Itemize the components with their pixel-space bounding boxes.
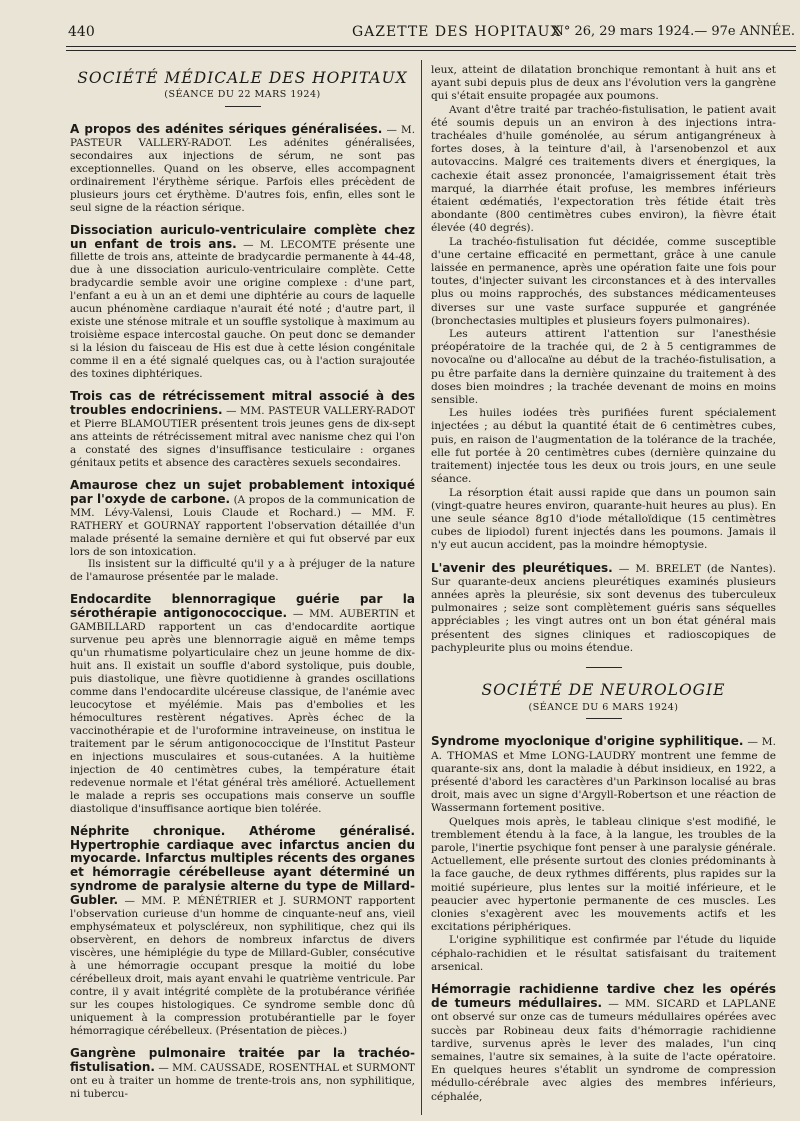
- continued-paragraph: La trachéo-fistulisation fut décidée, comme susceptible d'une certaine efficacité en permettant, grâce à une canule laissée en permanence, après une opération faite une fois pour toutes, d'injecter suivant les circonstances et à des intervalles plus ou moins rapprochés, des substances médicamenteuses diverses sur une vaste surface suppurée et gangrénée (bronchectasies multiples et plusieurs foyers pulmonaires).: [431, 235, 776, 327]
- continued-paragraph: Les huiles iodées très purifiées furent spécialement injectées ; au début la quantité était de 6 centimètres cubes, puis, en raison de l'augmentation de la tolérance de la trachée, elle fut portée à 20 centimètres cubes (dernière quinzaine du traitement) injectée tous les deux ou trois jours, en une seule séance.: [431, 407, 776, 486]
- article-text: Ils insistent sur la difficulté qu'il y a à préjuger de la nature de l'amaurose présentée par le malade.: [70, 558, 415, 584]
- page-header: [60, 22, 795, 42]
- article-text: — MM. PASTEUR VALLERY-RADOT et Pierre BLAMOUTIER présentent trois jeunes gens de dix-sept ans atteints de rétrécissement mitral avec nanisme chez qui l'on a constaté des signes d'insuffisance testiculaire : organes génitaux petits et absence des caractères sexuels secondaires.: [70, 404, 415, 469]
- header-rule: [66, 46, 796, 47]
- article-paragraph: [431, 562, 776, 655]
- article-paragraph: [431, 735, 776, 815]
- article: [70, 224, 415, 381]
- right-articles: [431, 735, 776, 1103]
- article-text: — MM. P. MÉNÉTRIER et J. SURMONT rapportent l'observation curieuse d'un homme de cinquante-neuf ans, vieil emphysémateux et polyscléreux, non syphilitique, chez qui ils observèrent, en dehors de nombreux infarctus de divers viscères, une hémiplégie du type de Millard-Gubler, consécutive à une hémorragie occupant presque la moitié du lobe cérébelleux droit, mais ayant envahi le quatrième ventricule. Par contre, il y avait intégrité complète de la protubérance vérifiée sur les coupes histologiques. Ce syndrome semble donc dû uniquement à la compression protubérantielle par le foyer hémorragique cérébelleux. (Présentation de pièces.): [70, 895, 415, 1037]
- article-heading: Hémorragie rachidienne tardive chez les opérés de tumeurs médullaires.: [431, 982, 776, 1011]
- article-text: — M. A. THOMAS et Mme LONG-LAUDRY montrent une femme de quarante-six ans, dont la maladie à début insidieux, en 1922, a présenté d'abord les caractères d'un Parkinson localisé au bras droit, mais avec un signe d'Argyll-Robertson et une réaction de Wassermann fortement positive.: [431, 736, 776, 815]
- left-column: [70, 64, 415, 1110]
- continued-article: [431, 64, 776, 553]
- article-text: — M. PASTEUR VALLERY-RADOT. Les adénites généralisées, secondaires aux injections de sérum, ne sont pas exceptionnelles. Quand on les observe, elles accompagnent ordinairement l'érythème sérique. Parfois elles précèdent de plusieurs jours cet érythème. D'autres fois, enfin, elles sont le seul signe de la réaction sérique.: [70, 123, 415, 214]
- article-paragraph: [431, 816, 776, 935]
- article-paragraph: [70, 123, 415, 215]
- section-title: SOCIÉTÉ MÉDICALE DES HOPITAUX: [77, 69, 408, 87]
- article-paragraph: [70, 479, 415, 559]
- article: [70, 1047, 415, 1101]
- article-paragraph: [70, 224, 415, 381]
- article-paragraph: [70, 825, 415, 1038]
- article: [431, 983, 776, 1104]
- article: [70, 123, 415, 215]
- section2-title: SOCIÉTÉ DE NEUROLOGIE: [481, 680, 726, 699]
- article-heading: Endocardite blennorragique guérie par la sérothérapie antigonococcique.: [70, 592, 415, 621]
- article-heading: Dissociation auriculo-ventriculaire complète chez un enfant de trois ans.: [70, 222, 415, 251]
- continued-paragraph: leux, atteint de dilatation bronchique remontant à huit ans et ayant subi depuis plus de deux ans l'évolution vers la gangrène qui s'était ensuite propagée aux poumons.: [431, 64, 776, 103]
- article: [431, 735, 776, 974]
- article: [70, 825, 415, 1038]
- left-articles: [70, 123, 415, 1101]
- article-text: — MM. CAUSSADE, ROSENTHAL et SURMONT ont eu à traiter un homme de trente-trois ans, non syphilitique, ni tubercu-: [70, 1061, 415, 1100]
- section2-rule: [586, 718, 622, 719]
- article-heading: A propos des adénites sériques généralisées.: [70, 121, 383, 136]
- page-number: 440: [68, 24, 95, 40]
- article-text: (A propos de la communication de MM. Lévy-Valensi, Louis Claude et Rochard.) — MM. F. RATHERY et GOURNAY rapportent l'observation détaillée d'un malade présenté la semaine dernière et qui fut observé par eux lors de son intoxication.: [70, 493, 415, 558]
- article-paragraph: [70, 558, 415, 584]
- article-text: — M. LECOMTE présente une fillette de trois ans, atteinte de bradycardie permanente à 44-48, due à une dissociation auriculo-ventriculaire complète. Cette bradycardie semble avoir une origine complexe : d'une part, l'enfant a eu à un an et demi une diphtérie au cours de laquelle aucun phénomène cardiaque n'aurait été noté ; d'autre part, il existe une sténose mitrale et un souffle systolique à maximum au troisième espace intercostal gauche. On peut donc se demander si la lésion du faisceau de His est due à cette lésion congénitale comme il en a été signalé quelques cas, ou à l'action surajoutée des toxines diphtériques.: [70, 238, 415, 381]
- article-heading: Gangrène pulmonaire traitée par la trachéo-fistulisation.: [70, 1045, 415, 1074]
- article-heading: Amaurose chez un sujet probablement intoxiqué par l'oxyde de carbone.: [70, 477, 415, 506]
- continued-paragraph: La résorption était aussi rapide que dans un poumon sain (vingt-quatre heures environ, quarante-huit heures au plus). En une seule séance 8g10 d'iode métalloïdique (15 centimètres cubes de lipiodol) furent injectés dans les poumons. Jamais il n'y eut aucun accident, pas la moindre hémoptysie.: [431, 486, 776, 552]
- issue-info: N° 26, 29 mars 1924.— 97e ANNÉE.: [552, 24, 795, 39]
- article: [70, 390, 415, 470]
- article-text: Quelques mois après, le tableau clinique s'est modifié, le tremblement étendu à la face, à la langue, les troubles de la parole, l'inertie psychique font penser à une paralysie générale. Actuellement, elle présente surtout des clonies prédominants à la face gauche, de deux rythmes différents, plus rapides sur la moitié supérieure, plus lentes sur la moitié inférieure, et le peaucier avec hypertonie permanente de ces muscles. Les clonies s'exagèrent avec les mouvements actifs et les excitations périphériques.: [431, 815, 776, 934]
- article: [70, 593, 415, 815]
- right-column: [431, 64, 776, 1113]
- header-rule-double: [66, 50, 796, 51]
- seance-date: (SÉANCE DU 22 MARS 1924): [164, 88, 321, 100]
- article-heading: Syndrome myoclonique d'origine syphilitique.: [431, 734, 744, 749]
- article: [70, 479, 415, 585]
- journal-title: GAZETTE DES HOPITAUX: [352, 24, 562, 40]
- article-paragraph: [431, 983, 776, 1104]
- article-paragraph: [70, 593, 415, 815]
- article-heading: Trois cas de rétrécissement mitral associé à des troubles endocriniens.: [70, 389, 415, 417]
- continued-paragraph: Les auteurs attirent l'attention sur l'anesthésie préopératoire de la trachée qui, de 2 à 5 centigrammes de novocaïne ou d'allocaïne au début de la trachéo-fistulisation, a pu être parfaite dans la dernière quinzaine du traitement à des doses bien moindres ; la trachée devenant de moins en moins sensible.: [431, 328, 776, 407]
- column-divider: [421, 60, 422, 1115]
- article: [431, 562, 776, 655]
- article-heading: L'avenir des pleurétiques.: [431, 560, 613, 575]
- pleuretiques-article-wrap: [431, 562, 776, 655]
- article-paragraph: [70, 1047, 415, 1101]
- article-paragraph: [70, 390, 415, 470]
- article-paragraph: [431, 934, 776, 974]
- article-heading: Néphrite chronique. Athérome généralisé. Hypertrophie cardiaque avec infarctus ancien du myocarde. Infarctus multiples récents des organes et hémorragie cérébelleuse ayant déterminé un syndrome de paralysie alterne du type de Millard-Gubler.: [70, 823, 415, 908]
- article-text: L'origine syphilitique est confirmée par l'étude du liquide céphalo-rachidien et le résultat satisfaisant du traitement arsenical.: [431, 934, 776, 973]
- continued-paragraph: Avant d'être traité par trachéo-fistulisation, le patient avait été soumis depuis un an environ à des injections intra-trachéales d'huile goménolée, au sérum antigangréneux à fortes doses, à la teinture d'ail, à l'arsenobenzol et aux autovaccins. Malgré ces traitements divers et énergiques, la cachexie était assez prononcée, l'amaigrissement était très marqué, la diarrhée était profuse, les membres inférieurs étaient œdématiés, l'expectoration très fétide était très abondante (800 centimètres cubes environ), la fièvre était élevée (40 degrés).: [431, 103, 776, 235]
- article-text: — MM. SICARD et LAPLANE ont observé sur onze cas de tumeurs médullaires opérées avec succès par Robineau deux faits d'hémorragie rachidienne tardive, survenus après le lever des malades, l'un cinq semaines, l'autre six semaines, à la suite de l'acte opératoire. En quelques heures s'établit un syndrome de compression médullo-cérébrale avec algies des membres inférieurs, céphalée,: [431, 998, 776, 1103]
- article-text: — MM. AUBERTIN et GAMBILLARD rapportent un cas d'endocardite aortique survenue peu après une blennorragie aiguë en même temps qu'un rhumatisme polyarticulaire chez un jeune homme de dix-huit ans. Il existait un souffle d'abord systolique, puis double, puis diastolique, une fièvre quotidienne à grandes oscillations comme dans l'endocardite ulcéreuse classique, de l'anémie avec leucocytose et myélémie. Mais pas d'embolies et les hémocultures restèrent négatives. Après échec de la vaccinothérapie et de l'uroformine intraveineuse, on institua le traitement par le sérum antigonococcique de l'Institut Pasteur en injections musculaires et sous-cutanées. A la huitième injection de 40 centimètres cubes, la température était redevenue normale et l'état général très amélioré. Actuellement le malade a repris ses occupations mais conserve un souffle diastolique d'insuffisance aortique bien tolérée.: [70, 608, 415, 815]
- seance2-date: (SÉANCE DU 6 MARS 1924): [528, 702, 679, 714]
- section-rule: [586, 667, 622, 668]
- section-rule: [225, 106, 261, 107]
- article-text: — M. BRELET (de Nantes). Sur quarante-deux anciens pleurétiques examinés plusieurs années après la pleurésie, six sont devenus des tuberculeux pulmonaires ; seize sont complètement guéris sans séquelles appréciables ; les vingt autres ont un bon état général mais présentent des signes cliniques et radioscopiques de pachypleurite plus ou moins étendue.: [431, 562, 776, 654]
